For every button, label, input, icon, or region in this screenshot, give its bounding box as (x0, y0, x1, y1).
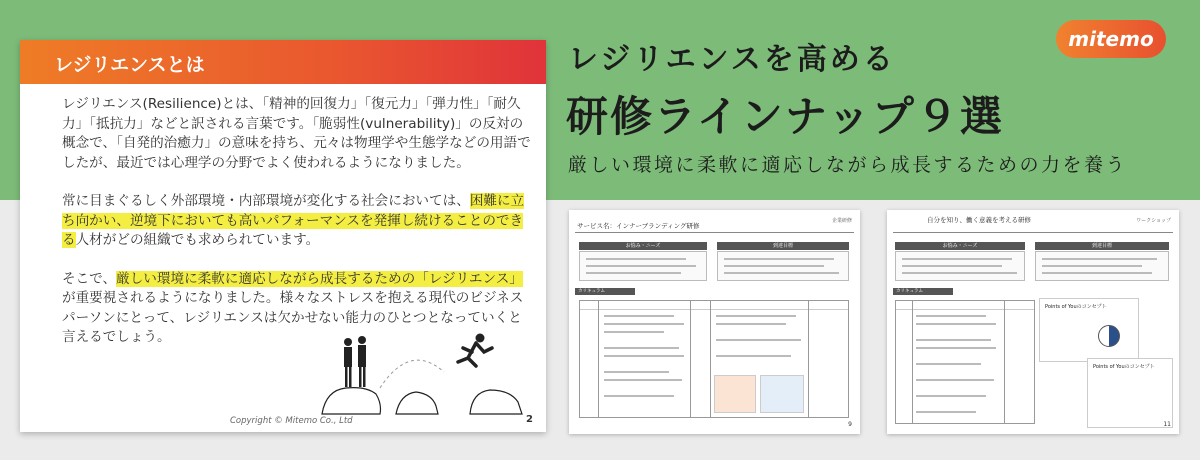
goals-box (1035, 251, 1169, 281)
highlight-text-1: 困難に立ち向かい、逆境下においても高いパフォーマンスを発揮し続けることのできる (62, 193, 525, 248)
paragraph-definition: レジリエンス(Resilience)とは、「精神的回復力」「復元力」「弾力性」「耐久力」「抵抗力」などと訳される言葉です。「脆弱性(vulnerability)」の反対の概念で、「自発的治癒力」の意味を持ち、元々は物理学や生態学などの用語でしたが、最近では心理学の分野でよく使われるようになりました。 (62, 96, 531, 171)
thumbnail-divider (893, 232, 1173, 233)
thumbnail-divider (575, 232, 854, 233)
concept-card-2 (1087, 358, 1173, 428)
curriculum-table (895, 300, 1035, 424)
curriculum-table (579, 300, 849, 418)
needs-header: お悩み・ニーズ (895, 242, 1025, 250)
training-thumbnail-2 (887, 210, 1179, 434)
thumbnail-title: サービス名：インナーブランディング研修 (577, 222, 700, 230)
concept-circle-graphic (1098, 325, 1120, 347)
thumbnail-badge: ワークショップ (1136, 218, 1171, 224)
hero-subtitle: 厳しい環境に柔軟に適応しながら成長するための力を養う (568, 154, 1128, 176)
jumping-people-illustration (320, 322, 530, 417)
training-thumbnail-1 (569, 210, 860, 434)
concept-card-1 (1039, 298, 1139, 362)
highlight-text-2: 厳しい環境に柔軟に適応しながら成長するための「レジリエンス」 (116, 270, 523, 287)
needs-box (895, 251, 1025, 281)
goals-box (717, 251, 849, 281)
resilience-slide (20, 40, 546, 432)
concept-card-2-title: Points of Youのコンセプト (1093, 364, 1155, 370)
slide-header (20, 40, 546, 84)
goals-header: 到達目標 (717, 242, 849, 250)
slide-heading: レジリエンスとは (54, 54, 205, 76)
paragraph-society (62, 192, 532, 251)
hero-title-line1: レジリエンスを高める (568, 42, 896, 77)
thumbnail-title: 自分を知り、働く意義を考える研修 (927, 216, 1031, 224)
mitemo-logo: mitemo (1056, 20, 1166, 58)
curriculum-label: カリキュラム (575, 288, 635, 295)
concept-card-1-title: Points of Youのコンセプト (1045, 304, 1107, 310)
slide-page-number: 2 (526, 414, 533, 425)
paragraph-society-text-b: 人材がどの組織でも求められています。 (75, 232, 320, 248)
thumbnail-badge: 企業研修 (831, 218, 852, 224)
needs-box (579, 251, 707, 281)
paragraph-society-text-a: 常に目まぐるしく外部環境・内部環境が変化する社会においては、 (62, 193, 470, 209)
goals-header: 到達目標 (1035, 242, 1169, 250)
paragraph-importance-text-a: そこで、 (62, 270, 117, 287)
thumbnail-page-number: 9 (848, 421, 852, 428)
hero-title-line2: 研修ラインナップ９選 (566, 92, 1004, 141)
thumbnail-page-number: 11 (1163, 421, 1171, 428)
needs-header: お悩み・ニーズ (579, 242, 707, 250)
curriculum-label: カリキュラム (893, 288, 953, 295)
diagram-card-1 (714, 375, 756, 413)
diagram-card-2 (760, 375, 804, 413)
copyright-text: Copyright © Mitemo Co., Ltd (230, 416, 353, 426)
paragraph-importance-text-b: が重要視されるようになりました。様々なストレスを抱える現代のビジネスパーソンにとって、レジリエンスは欠かせない能力のひとつとなっていくと言えるでしょう。 (62, 290, 524, 345)
